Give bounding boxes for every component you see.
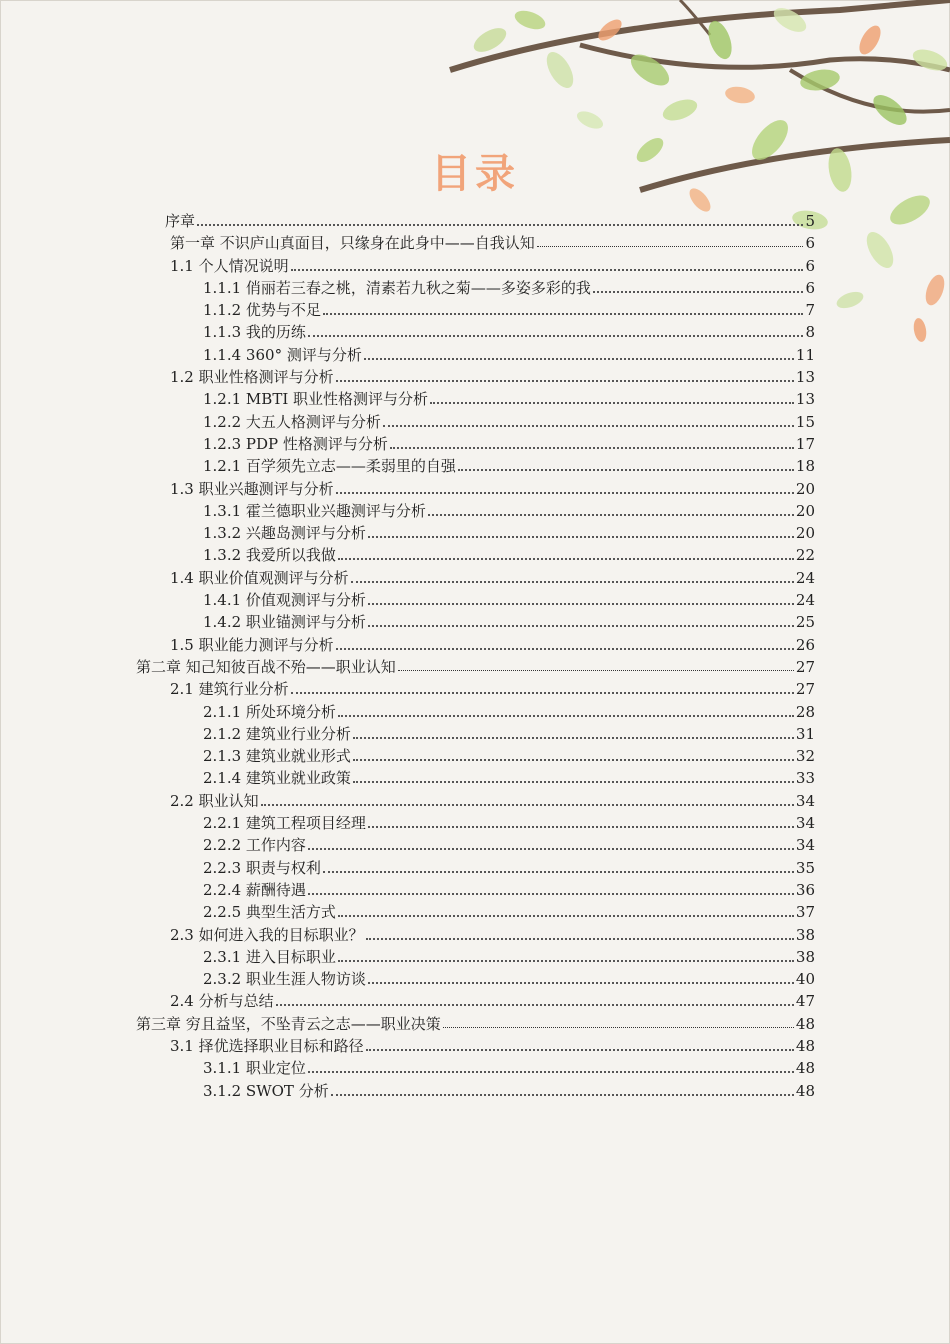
toc-entry-title: 1.5 职业能力测评与分析 [170,635,334,654]
toc-entry-page: 6 [805,256,815,275]
toc-entry-page: 48 [795,1081,815,1100]
toc-entry[interactable] [170,232,815,254]
toc-dot-leader [428,500,794,516]
toc-entry-title: 2.2 职业认知 [170,791,259,810]
toc-entry-title: 2.2.3 职责与权利 [203,858,321,877]
toc-entry-title: 2.1.1 所处环境分析 [203,702,336,721]
toc-entry-title: 2.1.4 建筑业就业政策 [203,769,351,788]
toc-entry-page: 48 [795,1059,815,1078]
toc-entry[interactable] [203,522,815,544]
toc-dot-leader [390,433,794,449]
toc-entry-page: 34 [795,814,815,833]
toc-entry-page: 33 [795,769,815,788]
toc-dot-leader [383,411,794,427]
toc-entry-page: 6 [805,234,815,253]
toc-entry-page: 40 [795,970,815,989]
toc-dot-leader [291,678,794,694]
toc-entry[interactable] [170,478,815,500]
toc-entry-page: 35 [795,858,815,877]
toc-entry[interactable] [170,366,815,388]
toc-entry-page: 15 [795,412,815,431]
toc-dot-leader [291,255,804,271]
toc-entry-page: 38 [795,947,815,966]
toc-dot-leader [593,277,804,293]
toc-entry[interactable] [203,812,815,834]
toc-dot-leader [353,745,794,761]
toc-entry-title: 1.2.1 百学须先立志——柔弱里的自强 [203,457,456,476]
toc-entry-page: 24 [795,591,815,610]
toc-entry-title: 1.1.3 我的历练 [203,323,306,342]
toc-entry-title: 2.3.2 职业生涯人物访谈 [203,970,366,989]
toc-dot-leader [430,388,794,404]
toc-entry-title: 2.3 如何进入我的目标职业？ [170,925,364,944]
toc-entry-title: 1.1.1 俏丽若三春之桃，清素若九秋之菊——多姿多彩的我 [203,278,591,297]
toc-entry-title: 1.4 职业价值观测评与分析 [170,568,349,587]
toc-entry-page: 11 [795,345,815,364]
toc-entry[interactable] [203,299,815,321]
toc-dot-leader [308,1057,794,1073]
toc-dot-leader [308,879,794,895]
toc-entry-page: 38 [795,925,815,944]
toc-dot-leader [368,968,794,984]
toc-entry[interactable] [203,500,815,522]
toc-entry-page: 18 [795,457,815,476]
toc-dot-leader [443,1013,794,1028]
toc-dot-leader [336,634,794,650]
toc-entry[interactable] [170,678,815,700]
toc-entry[interactable] [203,544,815,566]
toc-dot-leader [308,834,794,850]
toc-entry-page: 32 [795,747,815,766]
toc-entry[interactable] [203,1057,815,1079]
toc-dot-leader [366,1035,794,1051]
toc-entry[interactable] [136,656,815,678]
toc-entry-title: 3.1.2 SWOT 分析 [203,1081,329,1100]
page-title: 目录 [431,151,519,197]
toc-entry[interactable] [170,924,815,946]
toc-entry-title: 3.1.1 职业定位 [203,1059,306,1078]
toc-dot-leader [368,812,794,828]
toc-entry-page: 27 [795,657,815,676]
toc-entry-page: 5 [805,212,815,230]
toc-entry-page: 13 [795,390,815,409]
toc-entry-page: 22 [795,546,815,565]
toc-entry-page: 36 [795,880,815,899]
toc-entry[interactable] [203,879,815,901]
toc-dot-leader [276,990,794,1006]
toc-entry-title: 第一章 不识庐山真面目，只缘身在此身中——自我认知 [170,234,535,253]
toc-dot-leader [261,790,794,806]
toc-entry[interactable] [203,968,815,990]
toc-entry-page: 6 [805,278,815,297]
toc-dot-leader [368,589,794,605]
toc-entry[interactable] [203,745,815,767]
toc-entry-page: 47 [795,992,815,1011]
toc-entry-page: 25 [795,613,815,632]
toc-entry-title: 2.1.3 建筑业就业形式 [203,747,351,766]
toc-entry[interactable] [203,857,815,879]
toc-entry[interactable] [203,277,815,299]
toc-dot-leader [338,544,794,560]
toc-entry-title: 1.3.2 我爱所以我做 [203,546,336,565]
toc-entry-title: 1.4.1 价值观测评与分析 [203,591,366,610]
toc-entry-page: 20 [795,501,815,520]
toc-entry-page: 28 [795,702,815,721]
toc-dot-leader [368,522,794,538]
toc-dot-leader [353,767,794,783]
toc-entry-title: 1.2 职业性格测评与分析 [170,368,334,387]
toc-dot-leader [351,567,794,583]
toc-entry-title: 2.1 建筑行业分析 [170,680,289,699]
toc-entry-title: 2.2.1 建筑工程项目经理 [203,814,366,833]
toc-entry[interactable] [170,1035,815,1057]
toc-entry[interactable] [203,701,815,723]
toc-entry[interactable] [203,834,815,856]
toc-entry-title: 1.3.2 兴趣岛测评与分析 [203,524,366,543]
toc-entry-title: 1.1 个人情况说明 [170,256,289,275]
toc-entry[interactable] [136,1013,815,1035]
toc-entry-title: 1.2.2 大五人格测评与分析 [203,412,381,431]
toc-dot-leader [308,321,804,337]
table-of-contents [0,210,950,1102]
toc-entry-title: 1.2.1 MBTI 职业性格测评与分析 [203,390,429,409]
toc-entry-title: 1.3.1 霍兰德职业兴趣测评与分析 [203,501,426,520]
toc-entry-title: 2.4 分析与总结 [170,992,274,1011]
toc-entry-page: 7 [805,301,815,320]
toc-dot-leader [458,455,794,471]
toc-entry[interactable] [170,634,815,656]
toc-entry-page: 37 [795,903,815,922]
toc-entry[interactable] [203,433,815,455]
toc-entry[interactable] [170,567,815,589]
toc-dot-leader [338,701,794,717]
toc-entry[interactable] [203,411,815,433]
toc-dot-leader [398,656,794,671]
toc-entry-page: 20 [795,479,815,498]
toc-entry[interactable] [203,455,815,477]
toc-entry-page: 27 [795,680,815,699]
toc-dot-leader [338,946,794,962]
toc-entry-title: 2.2.2 工作内容 [203,836,306,855]
toc-entry-title: 3.1 择优选择职业目标和路径 [170,1036,364,1055]
toc-entry-page: 48 [795,1036,815,1055]
toc-entry-page: 34 [795,836,815,855]
toc-dot-leader [323,299,804,315]
toc-entry-page: 8 [805,323,815,342]
toc-entry-page: 17 [795,434,815,453]
toc-entry-title: 2.2.4 薪酬待遇 [203,880,306,899]
toc-dot-leader [323,857,794,873]
toc-dot-leader [353,723,794,739]
toc-entry-page: 26 [795,635,815,654]
toc-entry-title: 2.1.2 建筑业行业分析 [203,724,351,743]
toc-dot-leader [331,1080,794,1096]
toc-dot-leader [537,232,804,247]
toc-entry-title: 第二章 知己知彼百战不殆——职业认知 [136,657,396,676]
toc-entry-page: 34 [795,791,815,810]
toc-entry-page: 20 [795,524,815,543]
toc-entry-page: 48 [795,1014,815,1033]
toc-entry-page: 24 [795,568,815,587]
toc-entry[interactable] [203,388,815,410]
toc-entry[interactable] [203,767,815,789]
toc-entry-title: 第三章 穷且益坚，不坠青云之志——职业决策 [136,1014,441,1033]
toc-entry[interactable] [170,790,815,812]
toc-dot-leader [364,344,794,360]
toc-entry[interactable] [203,946,815,968]
toc-entry[interactable] [165,210,815,232]
toc-entry-title: 1.4.2 职业锚测评与分析 [203,613,366,632]
toc-entry-title: 1.3 职业兴趣测评与分析 [170,479,334,498]
toc-entry[interactable] [203,344,815,366]
toc-entry-title: 1.1.2 优势与不足 [203,301,321,320]
toc-dot-leader [368,611,794,627]
toc-entry-title: 序章 [165,212,196,230]
toc-dot-leader [336,366,794,382]
toc-dot-leader [197,210,803,226]
toc-entry[interactable] [170,990,815,1012]
toc-entry[interactable] [203,321,815,343]
toc-entry[interactable] [203,723,815,745]
toc-entry-page: 31 [795,724,815,743]
toc-dot-leader [366,924,794,940]
toc-entry[interactable] [170,255,815,277]
toc-entry-title: 1.1.4 360° 测评与分析 [203,345,362,364]
toc-entry-title: 2.3.1 进入目标职业 [203,947,336,966]
toc-entry-page: 13 [795,368,815,387]
toc-entry[interactable] [203,589,815,611]
toc-entry[interactable] [203,611,815,633]
toc-dot-leader [338,901,794,917]
toc-entry-title: 2.2.5 典型生活方式 [203,903,336,922]
toc-entry-title: 1.2.3 PDP 性格测评与分析 [203,434,388,453]
toc-dot-leader [336,478,794,494]
toc-entry[interactable] [203,901,815,923]
toc-entry[interactable] [203,1080,815,1102]
